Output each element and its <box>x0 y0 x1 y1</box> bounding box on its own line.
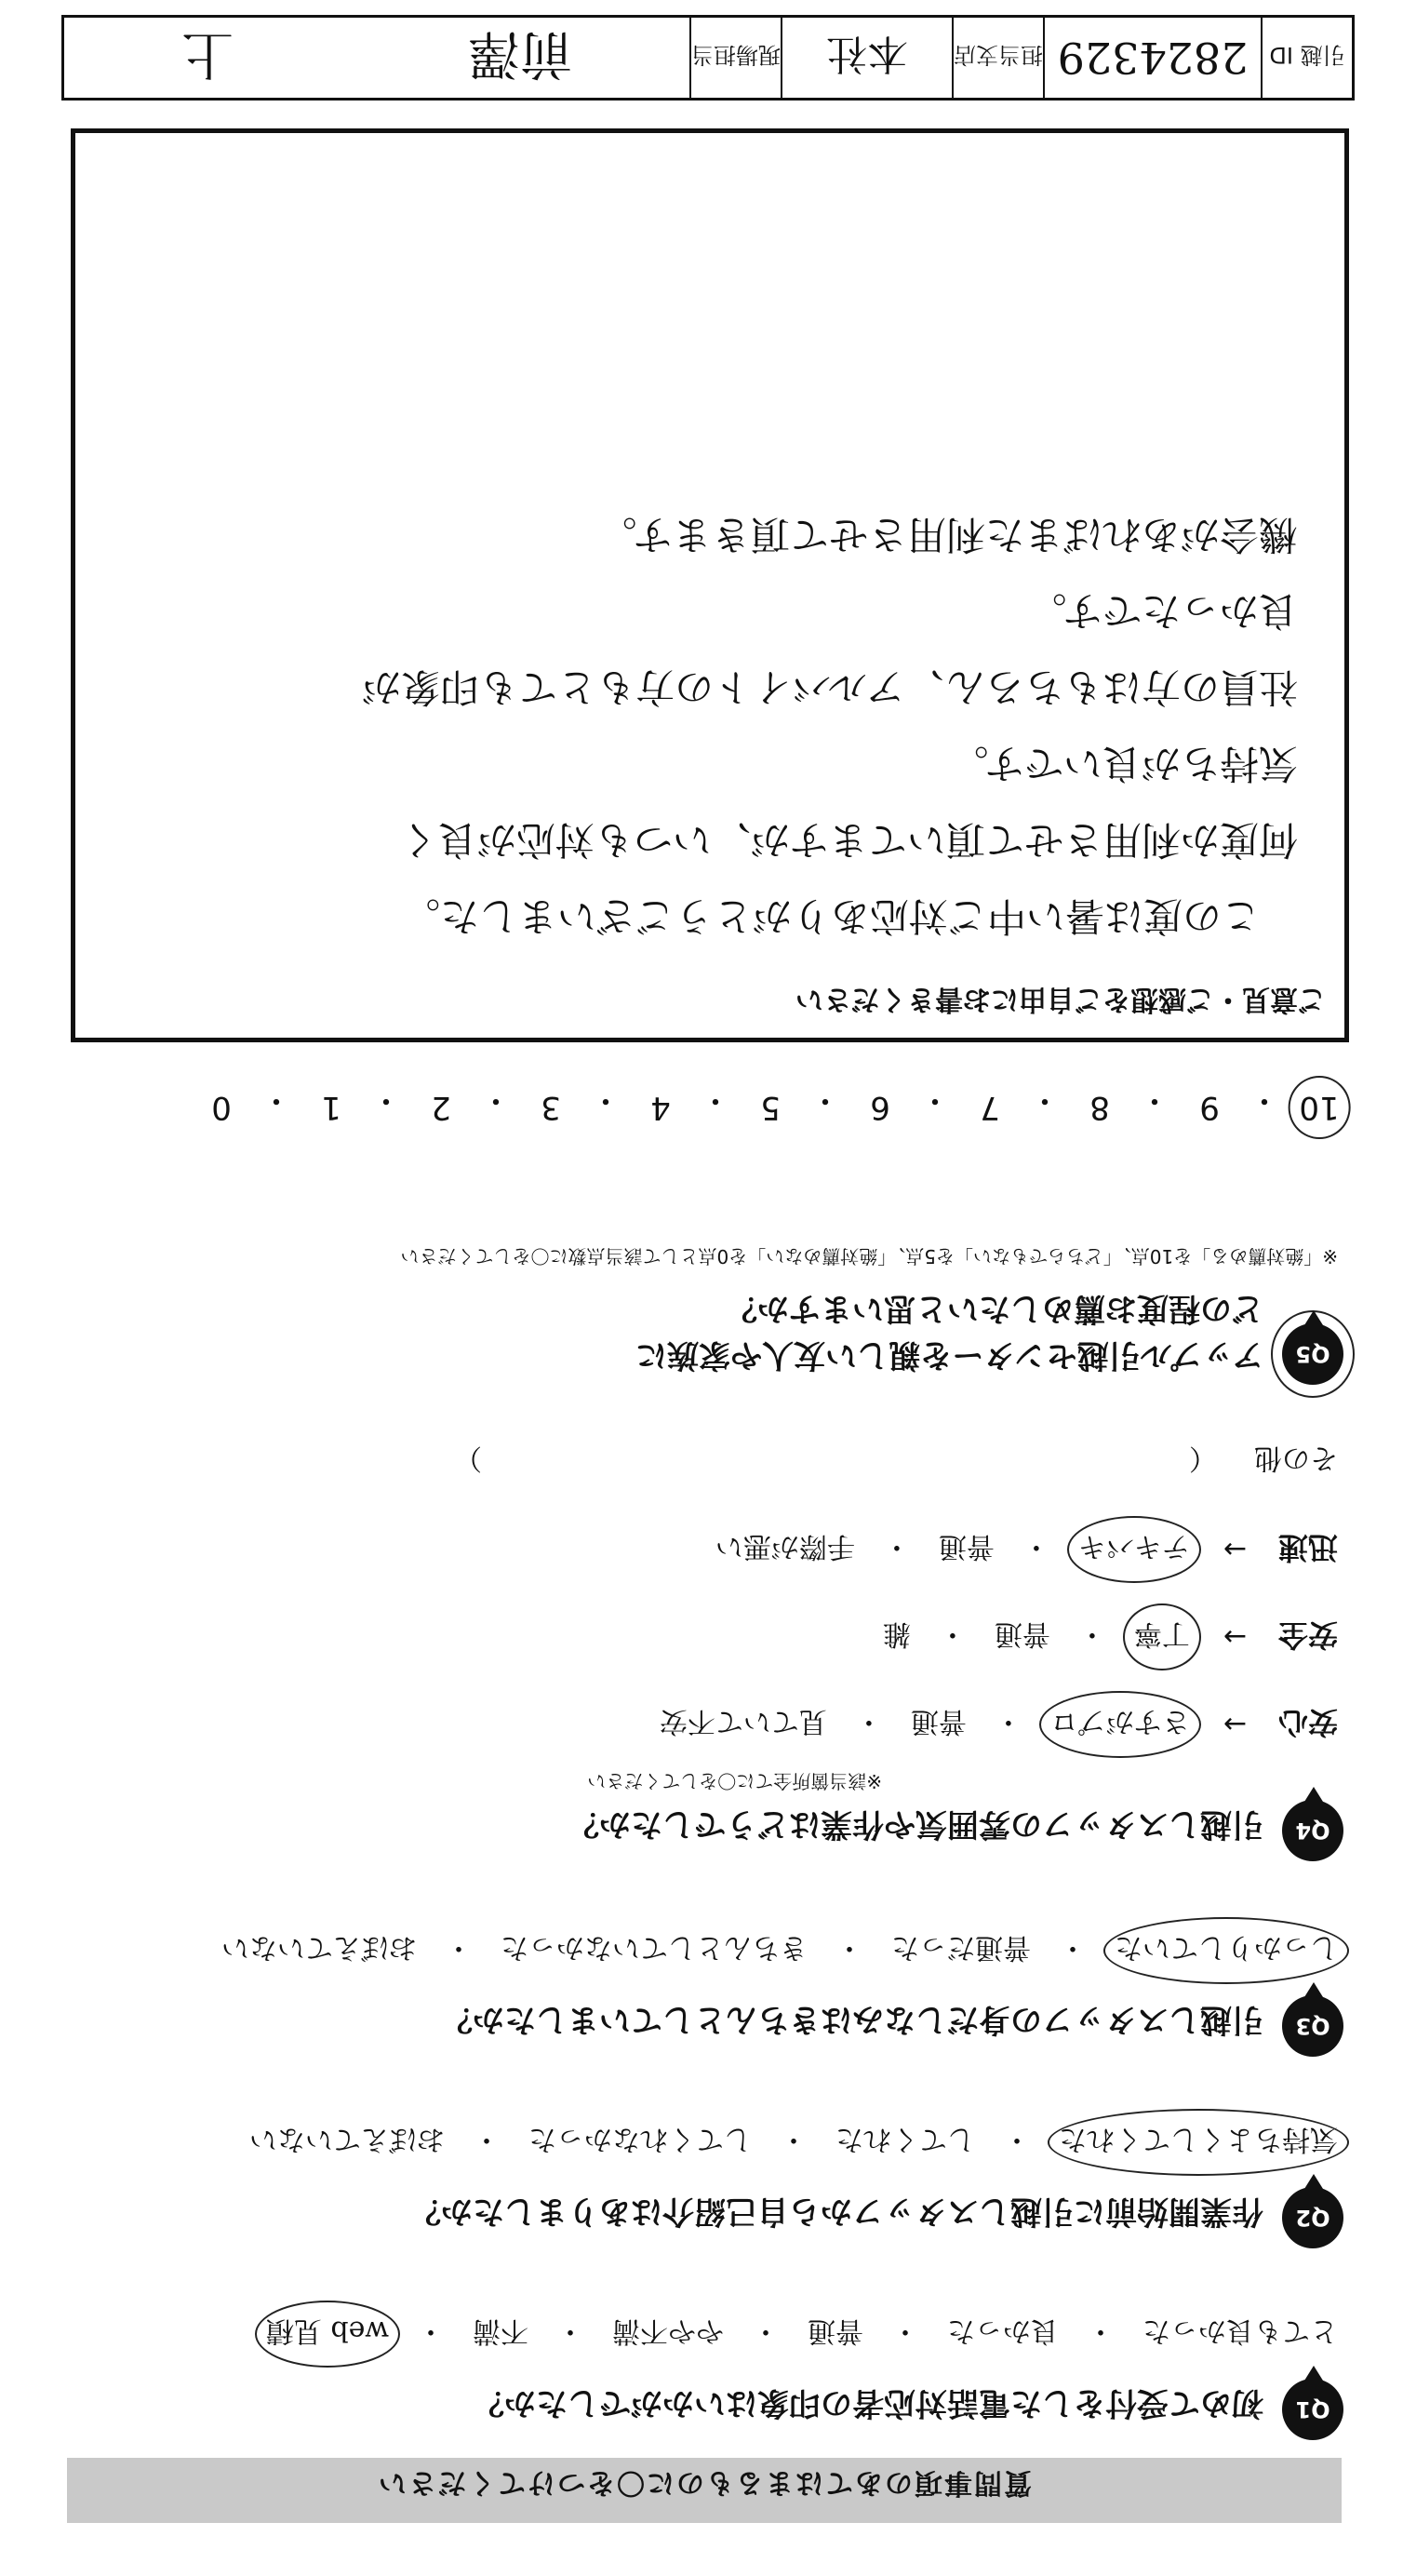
arrow-right-icon: → <box>1223 1533 1247 1566</box>
q4-other-label: その他 <box>1254 1442 1338 1474</box>
q1-option-3[interactable]: 普通 <box>808 2314 863 2347</box>
scale-option-8[interactable]: 8 <box>1089 1089 1110 1126</box>
q1-question: 初めて受付をした電話対応者の印象はいかがでしたか？ <box>473 2384 1263 2422</box>
instruction-text: 質問事項のあてはまるものに〇をつけてください <box>377 2466 1032 2499</box>
q4-row3-option-1-selected[interactable]: テキパキ <box>1078 1529 1190 1570</box>
q4-row-label: 安全 <box>1277 1617 1338 1653</box>
scale-separator: ・ <box>919 1081 951 1119</box>
q2-question: 作業開始前に引越しスタッフから自己紹介はありましたか？ <box>409 2193 1263 2230</box>
q4-row-label: 安心 <box>1277 1705 1338 1740</box>
q1-option-2[interactable]: 良かった <box>947 2314 1059 2347</box>
q3-options: しっかりしていた ・ 普通だった ・ きちんとしていなかった ・ おぼえていない <box>221 1930 1338 1971</box>
scale-separator: ・ <box>370 1081 402 1119</box>
arrow-right-icon: → <box>1223 1708 1247 1741</box>
scale-option-2[interactable]: 2 <box>431 1089 451 1126</box>
q5-question-line2: どの程度お薦めしたいと思いますか？ <box>726 1290 1263 1327</box>
q4-row-jinsoku: 迅速 → テキパキ ・ 普通 ・ 手際が悪い <box>715 1528 1338 1571</box>
scale-option-3[interactable]: 3 <box>541 1089 561 1126</box>
q2-option-2[interactable]: してくれた <box>835 2123 975 2155</box>
q4-row1-option-1-selected[interactable]: さすがプロ <box>1050 1704 1190 1745</box>
q3-question: 引越しスタッフの身だしなみはきちんとしていましたか？ <box>441 2001 1263 2038</box>
comment-line-1: この度は暑い中ご対応ありがとうございました。 <box>400 893 1261 939</box>
scale-separator: ・ <box>1029 1081 1061 1119</box>
scale-option-6[interactable]: 6 <box>870 1089 890 1126</box>
scale-separator: ・ <box>809 1081 841 1119</box>
comment-line-5: 良かったです。 <box>1027 588 1298 634</box>
q5-badge: Q5 <box>1282 1323 1343 1385</box>
recommend-scale <box>91 1070 1338 1126</box>
comment-line-6: 機会があればまた利用させて頂きます。 <box>597 512 1298 557</box>
other-close-paren: ） <box>454 1442 482 1474</box>
comment-line-2: 何度か利用させて頂いてますが、いつも対応が良く <box>398 817 1298 863</box>
instruction-banner <box>67 2458 1342 2523</box>
q4-row-anshin: 安心 → さすがプロ ・ 普通 ・ 見ていて不安 <box>660 1703 1338 1746</box>
q4-row2-option-1-selected[interactable]: 丁寧 <box>1134 1617 1190 1657</box>
q4-row2-option-3[interactable]: 雑 <box>882 1617 911 1650</box>
comment-title: ご意見・ご感想をご自由にお書きください <box>795 983 1326 1015</box>
q4-note: ※該当箇所全てに〇をしてください <box>587 1770 882 1792</box>
q2-option-3[interactable]: してくれなかった <box>528 2123 752 2155</box>
q1-option-1[interactable]: とても良かった <box>1142 2314 1338 2347</box>
q4-other-row <box>454 1441 1338 1482</box>
id-label: 引越 ID <box>1261 18 1352 98</box>
scale-option-5[interactable]: 5 <box>760 1089 781 1126</box>
scale-option-1[interactable]: 1 <box>321 1089 341 1126</box>
q2-option-1-selected[interactable]: 気持ちよくしてくれた <box>1059 2122 1338 2163</box>
q1-option-4[interactable]: やや不満 <box>612 2314 724 2347</box>
q4-row1-option-3[interactable]: 見ていて不安 <box>659 1705 827 1737</box>
q1-badge: Q1 <box>1282 2379 1343 2440</box>
q3-badge: Q3 <box>1282 1995 1343 2057</box>
q3-option-1-selected[interactable]: しっかりしていた <box>1115 1930 1338 1971</box>
arrow-right-icon: → <box>1223 1620 1247 1654</box>
comment-line-3: 気持ちが良いです。 <box>949 741 1298 786</box>
q1-option-6-selected[interactable]: web 見積 <box>266 2314 389 2355</box>
branch-label: 担当支店 <box>952 18 1043 98</box>
id-table <box>61 15 1355 101</box>
q4-row3-option-3[interactable]: 手際が悪い <box>715 1530 855 1563</box>
q4-badge: Q4 <box>1282 1800 1343 1861</box>
q3-option-4[interactable]: おぼえていない <box>221 1931 417 1964</box>
staff-value: 前澤 <box>468 23 572 84</box>
branch-value: 本社 <box>781 18 952 98</box>
scale-option-9[interactable]: 9 <box>1199 1089 1220 1126</box>
q4-row3-option-2[interactable]: 普通 <box>938 1530 995 1563</box>
extra-value: 上 <box>181 23 234 84</box>
q1-options: とても良かった ・ 良かった ・ 普通 ・ やや不満 ・ 不満 ・ web 見積 <box>266 2314 1338 2355</box>
scale-separator: ・ <box>590 1081 621 1119</box>
q2-option-4[interactable]: おぼえていない <box>249 2123 445 2155</box>
scale-option-4[interactable]: 4 <box>650 1089 671 1126</box>
scale-separator: ・ <box>1249 1081 1280 1119</box>
q4-question: 引越しスタッフの雰囲気や作業はどうでしたか？ <box>568 1805 1263 1843</box>
scale-option-0[interactable]: 0 <box>211 1089 232 1126</box>
scale-separator: ・ <box>700 1081 731 1119</box>
q2-options: 気持ちよくしてくれた ・ してくれた ・ してくれなかった ・ おぼえていない <box>249 2122 1338 2163</box>
id-value: 2824329 <box>1043 18 1261 98</box>
staff-label: 現場担当 <box>689 18 781 98</box>
q1-option-5[interactable]: 不満 <box>473 2314 528 2347</box>
scale-separator: ・ <box>480 1081 512 1119</box>
scale-option-7[interactable]: 7 <box>980 1089 1000 1126</box>
staff-signature <box>64 18 689 98</box>
q5-note: ※「絶対薦める」を10点、「どちらでもない」を5点、「絶対薦めない」を0点として該当点数に〇をしてください <box>400 1245 1338 1268</box>
q3-option-3[interactable]: きちんとしていなかった <box>501 1931 808 1964</box>
q4-row-label: 迅速 <box>1277 1530 1338 1565</box>
q5-question-line1: アップル引越センターを親しい友人や家族に <box>635 1336 1263 1374</box>
q4-row2-option-2[interactable]: 普通 <box>994 1617 1050 1650</box>
q3-option-2[interactable]: 普通だった <box>891 1931 1031 1964</box>
comment-line-4: 社員の方はもちろん、アルバイトの方もとても印象が <box>362 664 1298 710</box>
scale-separator: ・ <box>261 1081 292 1119</box>
q2-badge: Q2 <box>1282 2187 1343 2248</box>
other-open-paren: （ <box>1189 1442 1217 1474</box>
scale-option-10[interactable]: 10 <box>1299 1089 1340 1126</box>
comment-box <box>71 128 1349 1042</box>
q4-row-anzen: 安全 → 丁寧 ・ 普通 ・ 雑 <box>883 1616 1338 1658</box>
q4-row1-option-2[interactable]: 普通 <box>910 1705 967 1737</box>
scale-separator: ・ <box>1139 1081 1170 1119</box>
